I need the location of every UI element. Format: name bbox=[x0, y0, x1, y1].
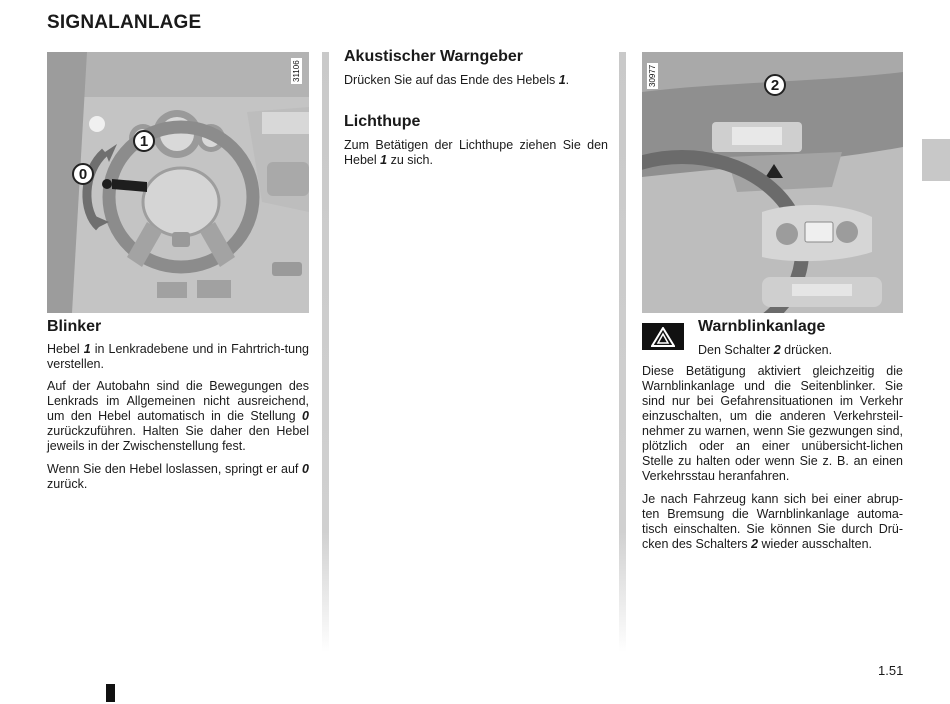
text-run: in Lenkradebene und in Fahrtrich-tung verstellen. bbox=[47, 342, 309, 371]
page-number: 1.51 bbox=[878, 663, 904, 678]
lever-ref: 1 bbox=[558, 73, 566, 87]
lever-ref: 1 bbox=[83, 342, 91, 356]
lever-ref: 1 bbox=[380, 153, 388, 167]
horn-heading: Akustischer Warngeber bbox=[344, 48, 524, 65]
text-run: drücken. bbox=[780, 343, 833, 357]
text-run: zurück. bbox=[47, 477, 88, 491]
text-run: Den Schalter bbox=[698, 343, 774, 357]
position-ref: 0 bbox=[302, 409, 309, 423]
hazard-paragraph-1 bbox=[698, 343, 903, 358]
blinker-paragraph-1 bbox=[47, 342, 309, 372]
blinker-paragraph-2 bbox=[47, 379, 309, 454]
switch-ref: 2 bbox=[751, 537, 759, 551]
chapter-tab bbox=[922, 139, 950, 181]
steering-wheel-figure bbox=[47, 52, 309, 313]
text-run: Drücken Sie auf das Ende des Hebels bbox=[344, 73, 559, 87]
hazard-paragraph-2: Diese Betätigung aktiviert gleichzeitig die Warnblinkanlage und die Seitenblinker. Sie sind nur bei Gefahrensituationen im Verkehr einzuschalten, um die anderen Verkehrsteil-nehmer zu warnen, wenn Sie gezwungen sind, plötzlich oder an einer unübersicht-lichen Stelle zu halten oder wenn Sie z. B. an einen Verkehrsstau heranfahren. bbox=[642, 364, 903, 483]
callout-1: 1 bbox=[133, 130, 155, 152]
horn-paragraph bbox=[344, 73, 608, 88]
dashboard-figure bbox=[642, 52, 903, 313]
column-divider-right bbox=[619, 52, 626, 652]
headlight-flasher-heading: Lichthupe bbox=[344, 113, 421, 130]
blinker-heading: Blinker bbox=[47, 318, 102, 335]
print-corner-mark bbox=[106, 684, 115, 702]
text-run: . bbox=[565, 73, 570, 87]
text-run: zu sich. bbox=[387, 153, 433, 167]
headlight-flasher-paragraph bbox=[344, 138, 608, 168]
hazard-triangle-icon bbox=[642, 323, 684, 350]
hazard-heading: Warnblinkanlage bbox=[698, 318, 826, 335]
text-run: zurückzuführen. Halten Sie daher den Hebel jeweils in der Zwischenstellung fest. bbox=[47, 424, 309, 453]
text-run: Hebel bbox=[47, 342, 84, 356]
text-run: Auf der Autobahn sind die Bewegungen des Lenkrads im Allgemeinen nicht ausreichend, um den Hebel automatisch in die Stellung bbox=[47, 379, 309, 423]
blinker-paragraph-3 bbox=[47, 462, 309, 492]
callout-2: 2 bbox=[764, 74, 786, 96]
page-title: SIGNALANLAGE bbox=[47, 12, 202, 33]
text-run: Je nach Fahrzeug kann sich bei einer abrup-ten Bremsung die Warnblinkanlage automa-tisch einschalten. Sie können Sie durch Drü-cken des Schalters bbox=[642, 492, 903, 551]
hazard-paragraph-3 bbox=[642, 492, 903, 552]
switch-ref: 2 bbox=[773, 343, 781, 357]
column-divider-left bbox=[322, 52, 329, 652]
figure-code: 30977 bbox=[648, 64, 657, 87]
text-run: wieder ausschalten. bbox=[758, 537, 872, 551]
text-run: Wenn Sie den Hebel loslassen, springt er auf bbox=[47, 462, 303, 476]
figure-code: 31106 bbox=[292, 60, 301, 82]
position-ref: 0 bbox=[302, 462, 309, 476]
callout-0: 0 bbox=[72, 163, 94, 185]
text-run: Zum Betätigen der Lichthupe ziehen Sie den Hebel bbox=[344, 138, 608, 167]
